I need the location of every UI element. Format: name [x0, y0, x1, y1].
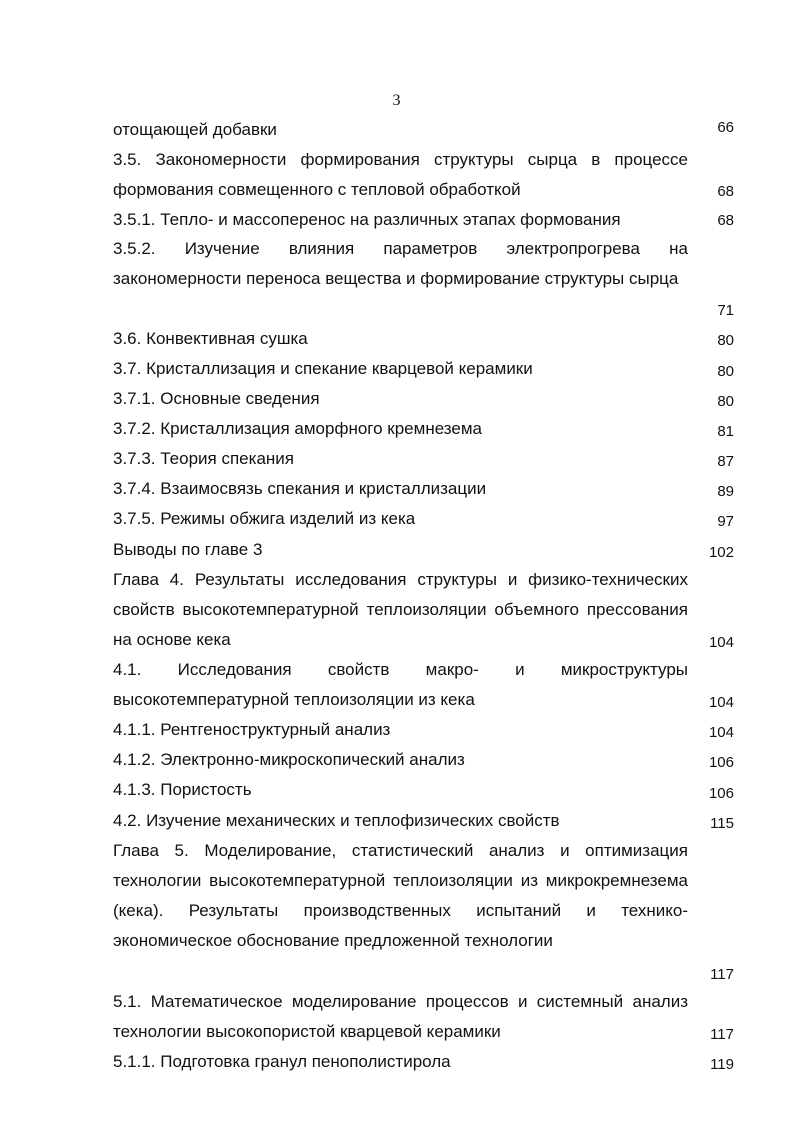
toc-entry-title: 4.1.1. Рентгеноструктурный анализ	[113, 720, 391, 739]
toc-entry-title: 4.1.2. Электронно-микроскопический анализ	[113, 750, 465, 769]
toc-entry	[113, 745, 688, 775]
toc-entry-page: 115	[710, 815, 734, 832]
toc-entry	[113, 234, 688, 294]
toc-entry-title: Глава 4. Результаты исследования структуры и физико-технических свойств высокотемпературной теплоизоляции объемного прессования на основе кека	[113, 570, 688, 649]
page-number: 3	[392, 92, 401, 109]
toc-entry-page: 117	[710, 966, 734, 983]
toc-entry-page: 106	[708, 785, 734, 802]
toc-entry	[113, 444, 688, 474]
toc-entry-title: 3.7.1. Основные сведения	[113, 389, 320, 408]
toc-entry	[113, 145, 688, 205]
toc-entry-title: 4.1.3. Пористость	[113, 780, 252, 799]
toc-entry-title: 3.7.3. Теория спекания	[113, 449, 294, 468]
toc-entry-page: 71	[717, 302, 734, 319]
toc-entry	[113, 565, 688, 655]
toc-entry-title: 3.6. Конвективная сушка	[113, 329, 308, 348]
toc-entry	[113, 775, 688, 805]
toc-entry-title: 5.1. Математическое моделирование процессов и системный анализ технологии высокопористой кварцевой керамики	[113, 992, 688, 1041]
toc-entry-page: 68	[717, 212, 734, 229]
toc-entry	[113, 1047, 688, 1077]
toc-entry-title: 4.2. Изучение механических и теплофизических свойств	[113, 811, 560, 830]
toc-entry-title: 3.5. Закономерности формирования структуры сырца в процессе формования совмещенного с тепловой обработкой	[113, 150, 688, 199]
toc-entry	[113, 504, 688, 534]
toc-entry-page: 104	[708, 634, 734, 651]
toc-entry	[113, 474, 688, 504]
toc-entry-title: 5.1.1. Подготовка гранул пенополистирола	[113, 1052, 451, 1071]
toc-entry	[113, 535, 688, 565]
toc-entry-page: 97	[717, 513, 734, 530]
toc-entry	[113, 324, 688, 354]
toc-entry-page: 89	[717, 483, 734, 500]
toc-entry-page: 80	[717, 363, 734, 380]
toc-entry-page: 66	[717, 119, 734, 136]
toc-entry	[113, 354, 688, 384]
toc-entry-title: 3.7.4. Взаимосвязь спекания и кристаллизации	[113, 479, 487, 498]
toc-entry	[113, 414, 688, 444]
toc-entry-page: 119	[710, 1056, 734, 1073]
toc-entry-page: 106	[708, 754, 734, 771]
toc-entry	[113, 205, 688, 235]
toc-entry	[113, 115, 688, 145]
toc-entry-page: 81	[717, 423, 734, 440]
toc-entry-page: 80	[717, 393, 734, 410]
toc-entry	[113, 655, 688, 715]
toc-entry-page: 80	[717, 332, 734, 349]
toc-entry	[113, 806, 688, 836]
toc-entry-title: отощающей добавки	[113, 120, 277, 139]
toc-entry-title: Выводы по главе 3	[113, 540, 263, 559]
toc-entry	[113, 384, 688, 414]
toc-entry-page: 104	[708, 724, 734, 741]
toc-entry-page: 104	[708, 694, 734, 711]
toc-entry-title: 3.7. Кристаллизация и спекание кварцевой керамики	[113, 359, 533, 378]
toc-entry	[113, 715, 688, 745]
toc-entry-page: 87	[717, 453, 734, 470]
toc-entry-title: Глава 5. Моделирование, статистический анализ и оптимизация технологии высокотемпературной теплоизоляции из микрокремнезема (кека). Результаты производственных испытаний и технико-экономическое обоснование предложенной технологии	[113, 841, 688, 950]
toc-entry-title: 4.1. Исследования свойств макро- и микроструктуры высокотемпературной теплоизоляции из кека	[113, 660, 688, 709]
toc-entry-title: 3.7.2. Кристаллизация аморфного кремнезема	[113, 419, 482, 438]
toc-entry-title: 3.7.5. Режимы обжига изделий из кека	[113, 509, 416, 528]
toc-entry-page: 68	[717, 183, 734, 200]
toc-entry	[113, 836, 688, 956]
toc-entry-title: 3.5.2. Изучение влияния параметров электропрогрева на закономерности переноса вещества и формирование структуры сырца	[113, 239, 688, 288]
toc-entry-title: 3.5.1. Тепло- и массоперенос на различных этапах формования	[113, 210, 621, 229]
toc-entry	[113, 987, 688, 1047]
toc-entry-page: 102	[708, 544, 734, 561]
toc-entry-page: 117	[710, 1026, 734, 1043]
